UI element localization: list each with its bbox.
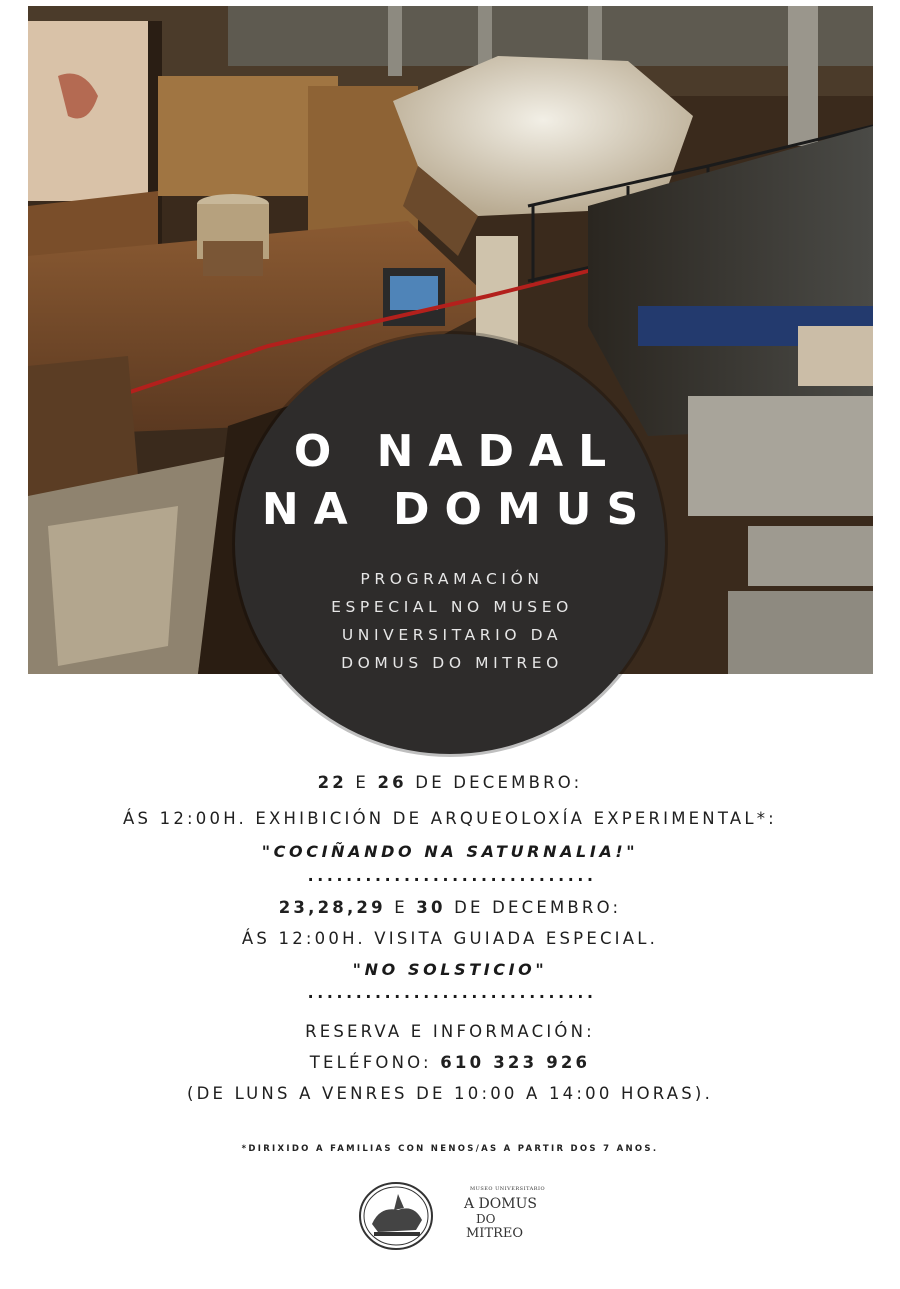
phone-number: 610 323 926 <box>440 1053 591 1072</box>
poster-subtitle-line: ESPECIAL NO MUSEO <box>331 598 573 616</box>
contact-hours: (DE LUNS A VENRES DE 10:00 A 14:00 HORAS). <box>186 1084 714 1103</box>
contact-phone: TELÉFONO: 610 323 926 <box>309 1053 591 1072</box>
poster-title-line1: O NADAL <box>293 426 622 477</box>
museum-logo <box>358 1180 546 1252</box>
logo-line1: A DOMUS <box>464 1196 537 1212</box>
poster-subtitle-line: DOMUS DO MITREO <box>341 654 563 672</box>
poster-title-line2: NA DOMUS <box>261 484 654 535</box>
logo-line3: MITREO <box>466 1226 524 1241</box>
event2-activity: "NO SOLSTICIO" <box>352 960 548 979</box>
event1-activity: "COCIÑANDO NA SATURNALIA!" <box>261 842 639 861</box>
event2-dates: 23,28,29 E 30 DE DECEMBRO: <box>278 898 622 917</box>
event1-dates: 22 E 26 DE DECEMBRO: <box>317 773 583 792</box>
event1-description: ÁS 12:00H. EXHIBICIÓN DE ARQUEOLOXÍA EXPERIMENTAL*: <box>123 809 777 828</box>
contact-heading: RESERVA E INFORMACIÓN: <box>305 1022 595 1041</box>
separator-dots: .............................. <box>305 866 595 886</box>
mithras-emblem-icon <box>358 1180 438 1252</box>
separator-dots: .............................. <box>305 983 595 1003</box>
logo-small-text: MUSEO UNIVERSITARIO <box>470 1186 546 1192</box>
poster-subtitle-line: UNIVERSITARIO DA <box>341 626 563 644</box>
logo-line2: DO <box>476 1212 496 1226</box>
footnote: *DIRIXIDO A FAMILIAS CON NENOS/AS A PARTIR DOS 7 ANOS. <box>241 1144 659 1154</box>
poster-subtitle-line: PROGRAMACIÓN <box>360 570 544 588</box>
title-circle <box>235 334 665 754</box>
event2-description: ÁS 12:00H. VISITA GUIADA ESPECIAL. <box>241 929 659 948</box>
